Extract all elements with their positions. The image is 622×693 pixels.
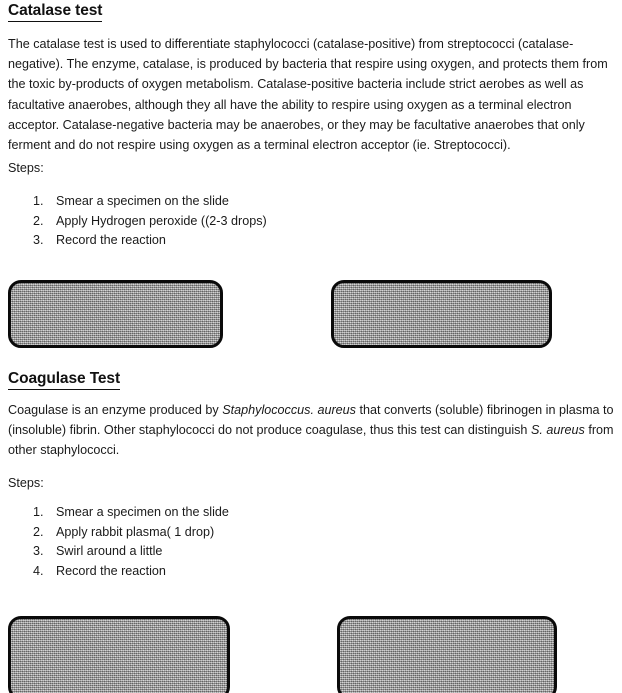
coagulase-result-box-right — [337, 616, 557, 693]
steps-list-coagulase — [33, 503, 229, 581]
paragraph-coagulase: Coagulase is an enzyme produced by Staphylococcus. aureus that converts (soluble) fibrinogen in plasma to (insoluble) fibrin. Other staphylococci do not produce coagulase, thus this test can distinguish S. aureus from other staphylococci. — [8, 403, 614, 458]
step-number: 3. — [33, 544, 44, 558]
step-text: Apply Hydrogen peroxide ((2-3 drops) — [56, 213, 267, 228]
catalase-result-box-left — [8, 280, 223, 348]
step-item — [33, 503, 229, 523]
step-text: Smear a specimen on the slide — [56, 505, 229, 519]
step-text: Smear a specimen on the slide — [56, 194, 229, 208]
step-item — [33, 542, 229, 562]
steps-label-coagulase: Steps: — [8, 476, 44, 490]
catalase-result-box-right — [331, 280, 552, 348]
step-item — [33, 562, 229, 582]
step-number: 4. — [33, 563, 44, 578]
steps-list-catalase — [33, 192, 267, 251]
step-number: 1. — [33, 505, 44, 519]
step-number: 3. — [33, 233, 44, 247]
step-item — [33, 231, 267, 251]
steps-label-catalase: Steps: — [8, 161, 44, 175]
step-number: 1. — [33, 194, 44, 208]
step-text: Record the reaction — [56, 233, 166, 247]
heading-coagulase-test — [8, 370, 120, 388]
step-number: 2. — [33, 213, 44, 228]
step-text: Apply rabbit plasma( 1 drop) — [56, 524, 215, 539]
step-item — [33, 192, 267, 212]
step-item — [33, 523, 229, 543]
heading-coagulase-test-text: Coagulase Test — [8, 370, 120, 390]
heading-catalase-test — [8, 2, 102, 20]
coagulase-result-box-left — [8, 616, 230, 693]
paragraph-catalase: The catalase test is used to differentiate staphylococci (catalase-positive) from streptococci (catalase-negative). The enzyme, catalase, is produced by bacteria that respire using oxygen, and protects them from the toxic by-products of oxygen metabolism. Catalase-positive bacteria include strict aerobes as well as facultative anaerobes, although they all have the ability to respire using oxygen as a terminal electron acceptor. Catalase-negative bacteria may be anaerobes, or they may be facultative anaerobes that only ferment and do not respire using oxygen as a terminal electron acceptor (ie. Streptococci). — [8, 37, 608, 153]
heading-catalase-test-text: Catalase test — [8, 2, 102, 22]
step-number: 2. — [33, 524, 44, 539]
step-item — [33, 212, 267, 232]
step-text: Swirl around a little — [56, 544, 163, 558]
step-text: Record the reaction — [56, 563, 166, 578]
